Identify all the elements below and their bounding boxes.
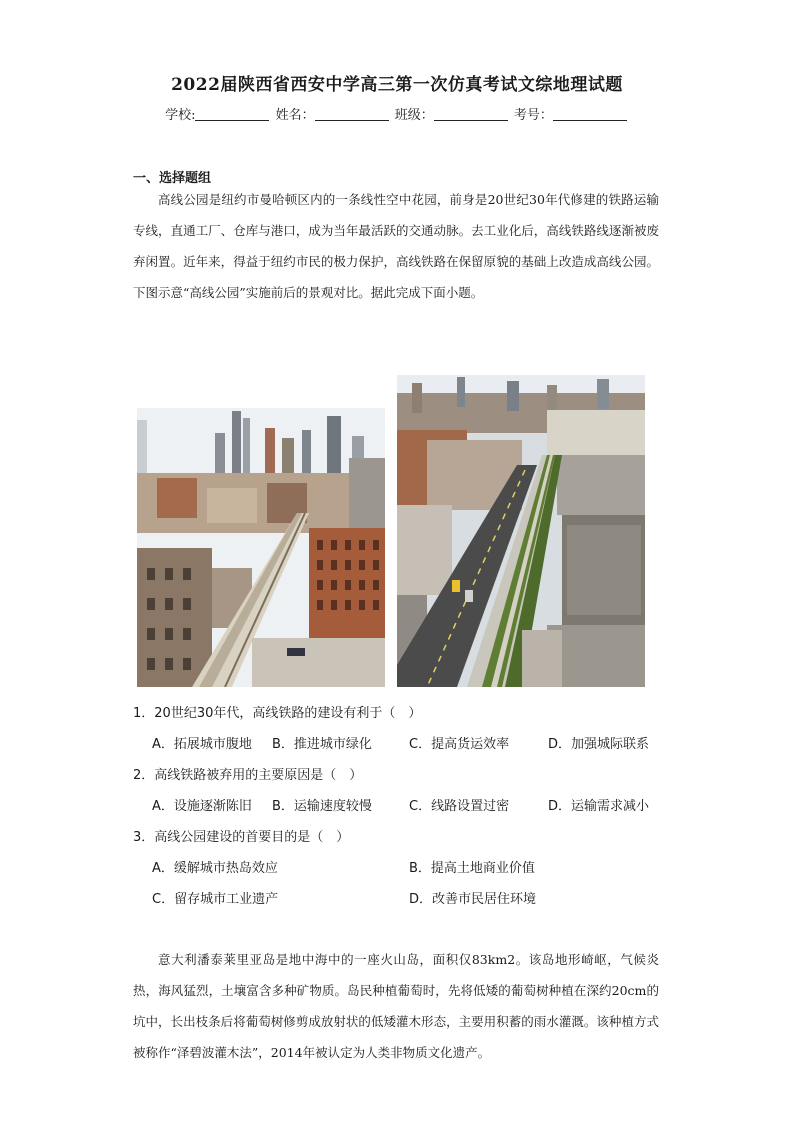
school-label: 学校:: [165, 108, 196, 123]
question-2-stem: 2．高线铁路被弃用的主要原因是（ ）: [133, 768, 363, 783]
q3-option-d[interactable]: D．改善市民居住环境: [409, 892, 537, 907]
school-blank[interactable]: [195, 108, 269, 121]
question-3-stem: 3．高线公园建设的首要目的是（ ）: [133, 830, 350, 845]
q3-option-b[interactable]: B．提高土地商业价值: [409, 861, 535, 876]
exam-no-blank[interactable]: [553, 108, 627, 121]
class-label: 班级：: [394, 108, 434, 123]
q2-option-a[interactable]: A．设施逐渐陈旧: [152, 799, 252, 814]
railway-before-illustration: [137, 408, 385, 687]
q1-option-b[interactable]: B．推进城市绿化: [272, 737, 372, 752]
page-title: 2022届陕西省西安中学高三第一次仿真考试文综地理试题: [171, 75, 623, 95]
section-title: 一、选择题组: [133, 171, 212, 186]
class-blank[interactable]: [434, 108, 508, 121]
photo-after-park: [397, 375, 645, 687]
passage-pantelleria: 意大利潘泰莱里亚岛是地中海中的一座火山岛，面积仅83km2。该岛地形崎岖，气候炎热，海风猛烈，土壤富含多种矿物质。岛民种植葡萄时，先将低矮的葡萄树种植在深约20cm的坑中，长出枝条后将葡萄树修剪成放射状的低矮灌木形态，主要用积蓄的雨水灌溉。该种植方式被称作“泽碧波灌木法”，2014年被认定为人类非物质文化遗产。: [133, 952, 659, 1060]
q1-option-d[interactable]: D．加强城际联系: [548, 737, 650, 752]
q2-option-d[interactable]: D．运输需求减小: [548, 799, 650, 814]
q1-option-a[interactable]: A．拓展城市腹地: [152, 737, 252, 752]
q2-option-c[interactable]: C．线路设置过密: [409, 799, 510, 814]
student-info-line: [0, 104, 794, 123]
photo-before-park: [137, 408, 385, 687]
exam-no-label: 考号：: [513, 108, 553, 123]
question-1-stem: 1．20世纪30年代，高线铁路的建设有利于（ ）: [133, 706, 422, 721]
q1-option-c[interactable]: C．提高货运效率: [409, 737, 510, 752]
name-blank[interactable]: [315, 108, 389, 121]
passage-high-line: 高线公园是纽约市曼哈顿区内的一条线性空中花园，前身是20世纪30年代修建的铁路运输专线，直通工厂、仓库与港口，成为当年最活跃的交通动脉。去工业化后，高线铁路线逐渐被废弃闲置。近年来，得益于纽约市民的极力保护，高线铁路在保留原貌的基础上改造成高线公园。下图示意“高线公园”实施前后的景观对比。据此完成下面小题。: [133, 192, 659, 300]
high-line-park-illustration: [397, 375, 645, 687]
q3-option-a[interactable]: A．缓解城市热岛效应: [152, 861, 278, 876]
q2-option-b[interactable]: B．运输速度较慢: [272, 799, 372, 814]
q3-option-c[interactable]: C．留存城市工业遗产: [152, 892, 279, 907]
name-label: 姓名：: [275, 108, 315, 123]
